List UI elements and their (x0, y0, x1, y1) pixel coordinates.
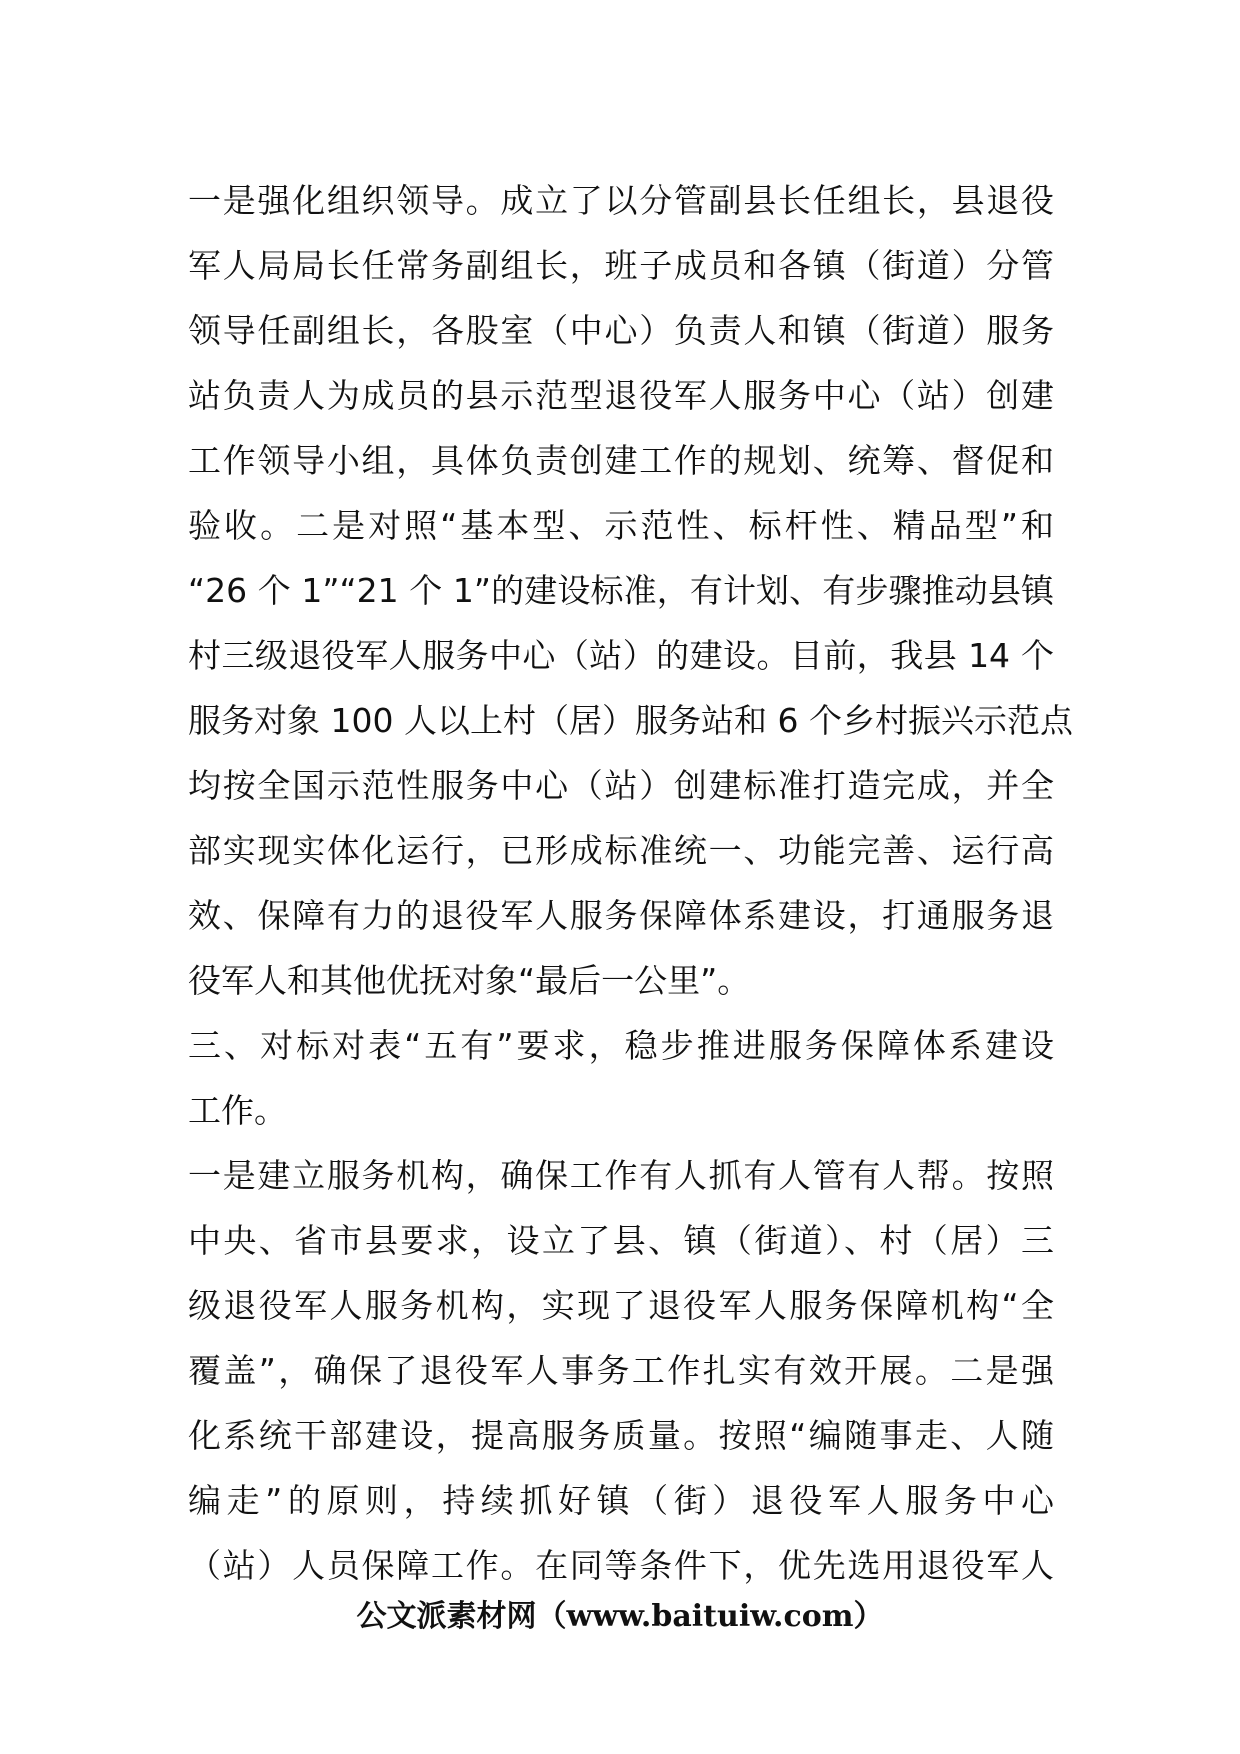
text-line: 效、保障有力的退役军人服务保障体系建设，打通服务退 (188, 896, 1054, 935)
text-line: 军人局局长任常务副组长，班子成员和各镇（街道）分管 (188, 246, 1054, 285)
text-line: 覆盖”，确保了退役军人事务工作扎实有效开展。二是强 (188, 1351, 1054, 1390)
text-line: 领导任副组长，各股室（中心）负责人和镇（街道）服务 (188, 311, 1054, 350)
document-body (188, 168, 1073, 1598)
footer-watermark: 公文派素材网（www.baituiw.com） (356, 1599, 884, 1634)
section-heading-line: 三、对标对表“五有”要求，稳步推进服务保障体系建设 (188, 1026, 1054, 1065)
text-line: 工作领导小组，具体负责创建工作的规划、统筹、督促和 (188, 441, 1054, 480)
text-line: 一是强化组织领导。成立了以分管副县长任组长，县退役 (188, 181, 1054, 220)
text-line: 均按全国示范性服务中心（站）创建标准打造完成，并全 (188, 766, 1054, 805)
text-line: 编走”的原则，持续抓好镇（街）退役军人服务中心 (188, 1481, 1054, 1520)
text-line: 村三级退役军人服务中心（站）的建设。目前，我县 14 个 (188, 636, 1054, 675)
text-line: 验收。二是对照“基本型、示范性、标杆性、精品型”和 (188, 506, 1054, 545)
text-line: 役军人和其他优抚对象“最后一公里”。 (188, 961, 751, 1000)
text-line: 部实现实体化运行，已形成标准统一、功能完善、运行高 (188, 831, 1054, 870)
text-line: 服务对象 100 人以上村（居）服务站和 6 个乡村振兴示范点 (188, 701, 1073, 740)
text-line: 级退役军人服务机构，实现了退役军人服务保障机构“全 (188, 1286, 1054, 1325)
section-heading-line: 工作。 (188, 1091, 287, 1130)
text-line: 中央、省市县要求，设立了县、镇（街道）、村（居）三 (188, 1221, 1054, 1260)
text-line: 一是建立服务机构，确保工作有人抓有人管有人帮。按照 (188, 1156, 1054, 1195)
text-line: “26 个 1”“21 个 1”的建设标准，有计划、有步骤推动县镇 (188, 571, 1054, 610)
text-line: 站负责人为成员的县示范型退役军人服务中心（站）创建 (188, 376, 1054, 415)
text-line: 化系统干部建设，提高服务质量。按照“编随事走、人随 (188, 1416, 1054, 1455)
text-line: （站）人员保障工作。在同等条件下，优先选用退役军人 (188, 1546, 1054, 1585)
